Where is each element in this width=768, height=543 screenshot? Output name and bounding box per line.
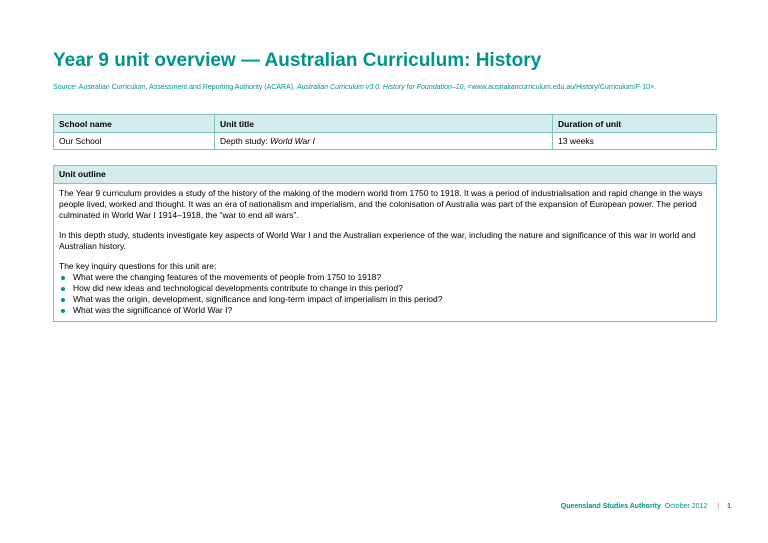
page-title: Year 9 unit overview — Australian Curriculum: History (53, 50, 542, 71)
list-item (59, 305, 711, 316)
bullet-icon (61, 287, 65, 291)
unit-outline-body (54, 184, 716, 321)
bullet-icon (61, 298, 65, 302)
cell-school-name: Our School (54, 133, 215, 150)
table-header-row (54, 115, 717, 133)
page-footer (561, 503, 731, 510)
source-citation (53, 84, 656, 91)
source-suffix: , <www.australiancurriculum.edu.au/History/Curriculum/F-10>. (463, 84, 657, 91)
question-text: How did new ideas and technological developments contribute to change in this period? (73, 283, 403, 293)
source-prefix: Source: Australian Curriculum, Assessment and Reporting Authority (ACARA), (53, 84, 297, 91)
header-school-name: School name (54, 115, 215, 133)
unit-title-prefix: Depth study: (220, 136, 271, 146)
unit-outline-box (53, 165, 717, 322)
question-text: What was the origin, development, significance and long-term impact of imperialism in this period? (73, 294, 443, 304)
question-text: What were the changing features of the movements of people from 1750 to 1918? (73, 272, 382, 282)
header-duration: Duration of unit (553, 115, 717, 133)
list-item (59, 294, 711, 305)
footer-separator: | (717, 503, 720, 510)
list-item (59, 283, 711, 294)
table-row (54, 133, 717, 150)
header-unit-title: Unit title (215, 115, 553, 133)
footer-org: Queensland Studies Authority (560, 503, 661, 510)
source-work: Australian Curriculum v3.0: History for Foundation–10 (296, 84, 464, 91)
questions-intro: The key inquiry questions for this unit are: (59, 261, 217, 271)
outline-paragraph-2: In this depth study, students investigate key aspects of World War I and the Australian experience of the war, including the nature and significance of this war in world and Australian history. (59, 230, 696, 251)
inquiry-questions-list (59, 272, 711, 316)
unit-info-table (53, 114, 717, 150)
unit-outline-heading: Unit outline (54, 166, 716, 184)
bullet-icon (61, 276, 65, 280)
footer-date: October 2012 (664, 503, 708, 510)
bullet-icon (61, 309, 65, 313)
outline-paragraph-1: The Year 9 curriculum provides a study of the history of the making of the modern world from 1750 to 1918. It was a period of industrialisation and rapid change in the ways people lived, worked and thought. It was an era of nationalism and imperialism, and the colonisation of Australia was part of the expansion of European power. The period culminated in World War I 1914–1918, the “war to end all wars”. (59, 188, 703, 220)
unit-title-emph: World War I (270, 136, 315, 146)
list-item (59, 272, 711, 283)
question-text: What was the significance of World War I? (73, 305, 233, 315)
page-number: 1 (727, 503, 731, 510)
cell-duration: 13 weeks (553, 133, 717, 150)
cell-unit-title (215, 133, 553, 150)
